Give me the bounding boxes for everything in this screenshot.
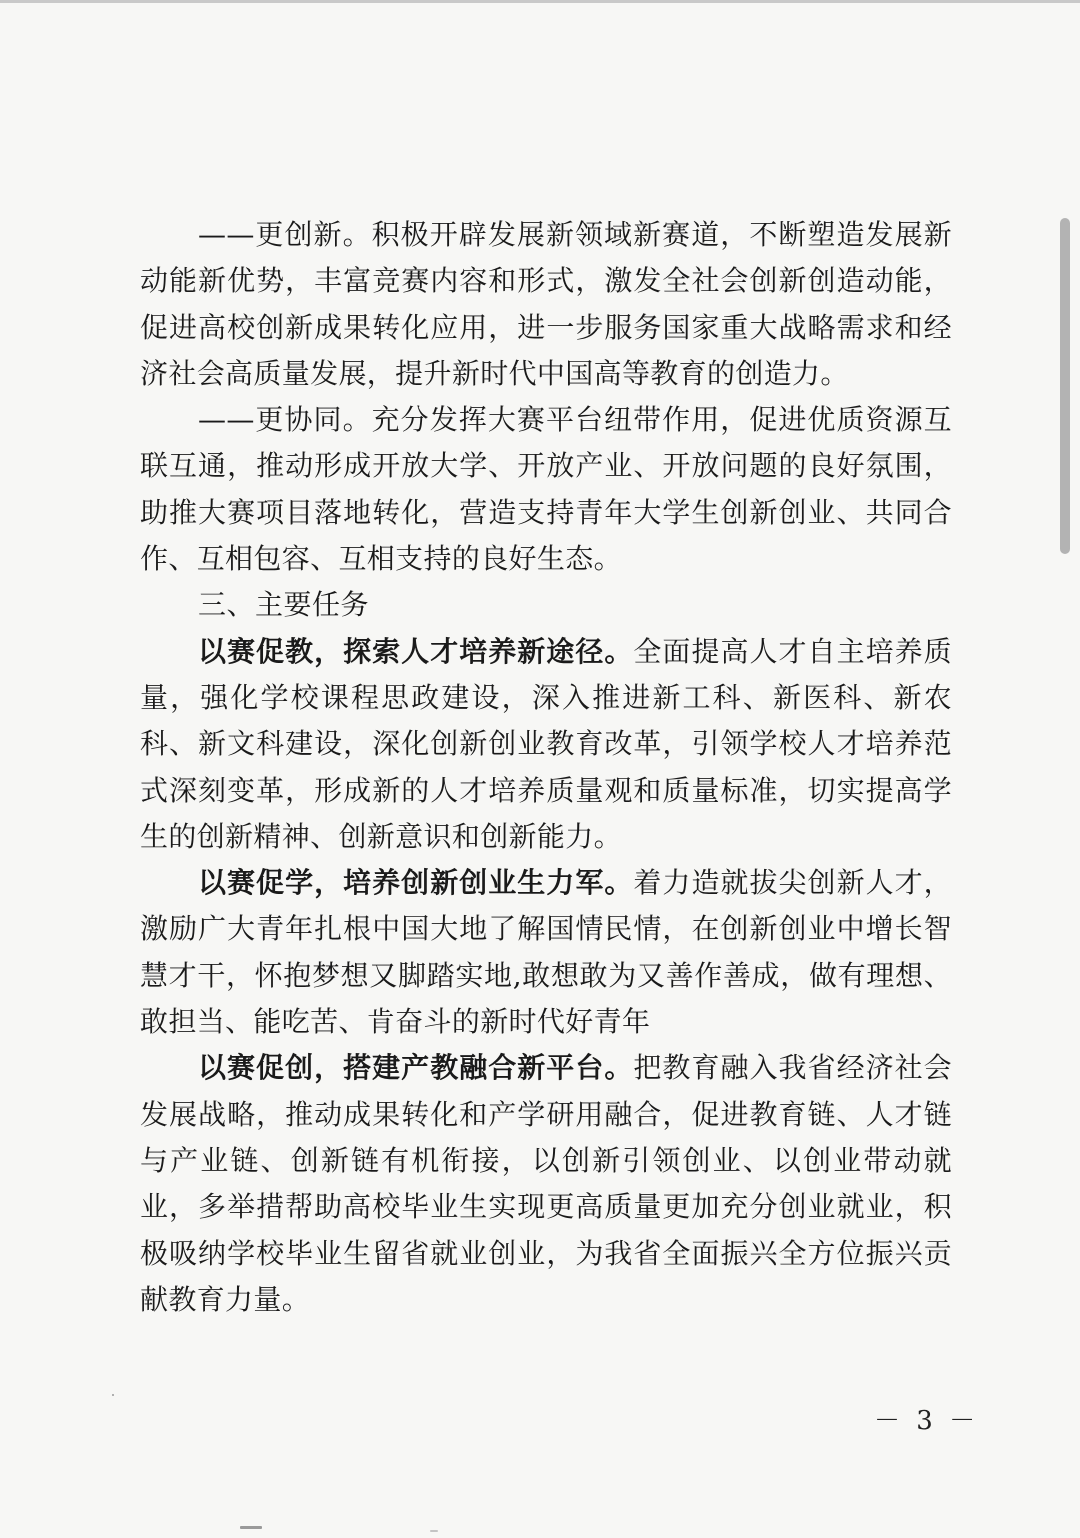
page-top-edge xyxy=(0,0,1080,3)
task-paragraph-learning xyxy=(140,860,952,1045)
document-body xyxy=(140,212,952,1323)
scan-speck xyxy=(112,1394,114,1396)
task-paragraph-innovation xyxy=(140,1045,952,1323)
scan-speck xyxy=(240,1526,262,1529)
scan-speck xyxy=(430,1530,438,1532)
vertical-scrollbar[interactable] xyxy=(1058,0,1072,1538)
section-heading-main-tasks: 三、主要任务 xyxy=(198,588,370,622)
task-lead-learning: 以赛促学，培养创新创业生力军。 xyxy=(198,866,634,900)
scrollbar-thumb[interactable] xyxy=(1060,218,1070,554)
task-body-innovation: 把教育融入我省经济社会发展战略，推动成果转化和产学研用融合，促进教育链、人才链与产业链、创新链有机衔接，以创新引领创业、以创业带动就业，多举措帮助高校毕业生实现更高质量更加充分创业就业，积极吸纳学校毕业生留省就业创业，为我省全面振兴全方位振兴贡献教育力量。 xyxy=(140,1051,952,1316)
page-number: － 3 － xyxy=(874,1406,980,1436)
task-paragraph-teaching xyxy=(140,629,952,860)
paragraph-more-innovative: ——更创新。积极开辟发展新领域新赛道，不断塑造发展新动能新优势，丰富竞赛内容和形式，激发全社会创新创造动能，促进高校创新成果转化应用，进一步服务国家重大战略需求和经济社会高质量发展，提升新时代中国高等教育的创造力。 xyxy=(140,218,952,390)
task-lead-teaching: 以赛促教，探索人才培养新途径。 xyxy=(198,634,634,668)
task-lead-innovation: 以赛促创，搭建产教融合新平台。 xyxy=(198,1051,634,1085)
task-body-learning: 着力造就拔尖创新人才，激励广大青年扎根中国大地了解国情民情，在创新创业中增长智慧才干，怀抱梦想又脚踏实地,敢想敢为又善作善成，做有理想、敢担当、能吃苦、肯奋斗的新时代好青年 xyxy=(140,866,952,1039)
task-body-teaching: 全面提高人才自主培养质量，强化学校课程思政建设，深入推进新工科、新医科、新农科、新文科建设，深化创新创业教育改革，引领学校人才培养范式深刻变革，形成新的人才培养质量观和质量标准，切实提高学生的创新精神、创新意识和创新能力。 xyxy=(140,634,952,853)
paragraph-more-collaborative: ——更协同。充分发挥大赛平台纽带作用，促进优质资源互联互通，推动形成开放大学、开放产业、开放问题的良好氛围，助推大赛项目落地转化，营造支持青年大学生创新创业、共同合作、互相包容、互相支持的良好生态。 xyxy=(140,403,952,576)
